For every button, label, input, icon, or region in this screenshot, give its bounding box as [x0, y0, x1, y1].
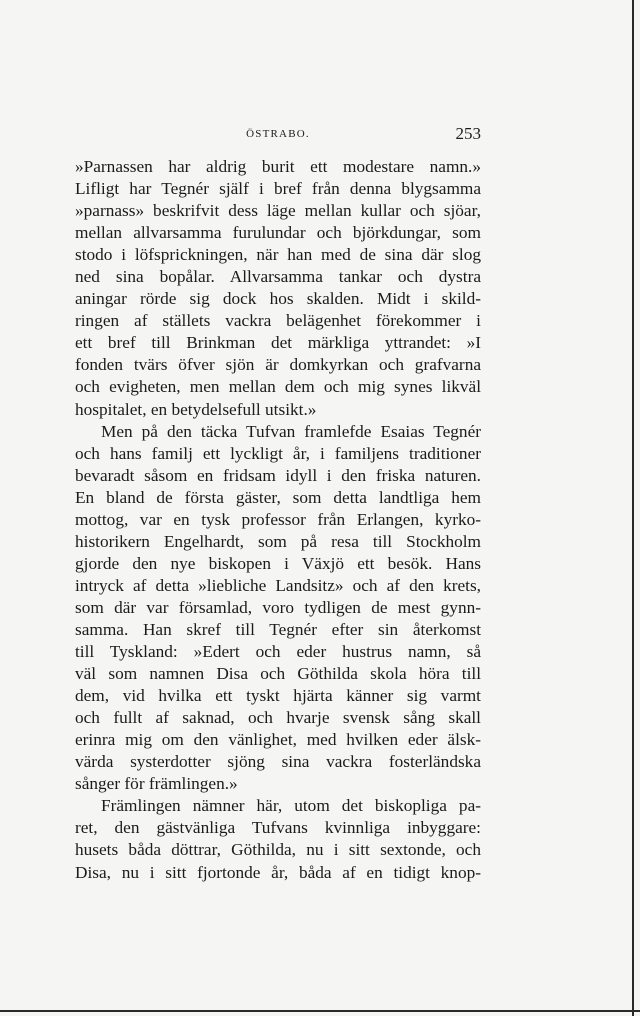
text-line: intryck af detta »liebliche Landsitz» och af den krets,	[75, 575, 481, 595]
text-line: ringen af ställets vackra belägenhet förekommer i	[75, 311, 481, 331]
text-line: »Parnassen har aldrig burit ett modestare namn.»	[75, 157, 481, 176]
text-line: mellan allvarsamma furulundar och björkdungar, som	[75, 223, 481, 243]
running-head: ÖSTRABO.	[246, 128, 310, 140]
text-line: dem, vid hvilka ett tyskt hjärta känner sig varmt	[75, 686, 481, 706]
text-line: som där var församlad, voro tydligen de mest gynn-	[75, 597, 481, 617]
text-line: och hans familj ett lyckligt år, i familjens traditioner	[75, 443, 481, 463]
text-line: ret, den gästvänliga Tufvans kvinnliga inbyggare:	[75, 818, 481, 838]
text-line: Disa, nu i sitt fjortonde år, båda af en tidigt knop-	[75, 862, 481, 882]
text-line: En bland de första gäster, som detta landtliga hem	[75, 487, 481, 507]
page-header	[75, 124, 481, 146]
text-line: ett bref till Brinkman det märkliga yttrandet: »I	[75, 333, 481, 353]
text-line: och fullt af saknad, och hvarje svensk sång skall	[75, 708, 481, 728]
text-line: husets båda döttrar, Göthilda, nu i sitt sextonde, och	[75, 840, 481, 860]
text-line: aningar rörde sig dock hos skalden. Midt i skild-	[75, 289, 481, 309]
body-text	[75, 156, 481, 884]
text-line: Lifligt har Tegnér själf i bref från denna blygsamma	[75, 179, 481, 199]
text-line: fonden tvärs öfver sjön är domkyrkan och grafvarna	[75, 355, 481, 375]
text-line: mottog, var en tysk professor från Erlangen, kyrko-	[75, 509, 481, 529]
text-line: hospitalet, en betydelsefull utsikt.»	[75, 399, 317, 419]
scan-edge-bottom	[0, 1010, 640, 1012]
text-line: erinra mig om den vänlighet, med hvilken eder älsk-	[75, 730, 481, 750]
page-number: 253	[455, 124, 481, 143]
text-line: värda systerdotter sjöng sina vackra fosterländska	[75, 752, 481, 772]
text-line: ned sina bopålar. Allvarsamma tankar och dystra	[75, 267, 481, 287]
text-line: historikern Engelhardt, som på resa till Stockholm	[75, 531, 481, 551]
text-line: bevaradt såsom en fridsam idyll i den friska naturen.	[75, 465, 481, 485]
text-line: gjorde den nye biskopen i Växjö ett besök. Hans	[75, 553, 481, 573]
text-line: sånger för främlingen.»	[75, 774, 238, 794]
text-line: och evigheten, men mellan dem och mig synes likväl	[75, 377, 481, 397]
text-line: till Tyskland: »Edert och eder hustrus namn, så	[75, 642, 481, 662]
scan-edge-right	[632, 0, 634, 1016]
text-line: »parnass» beskrifvit dess läge mellan kullar och sjöar,	[75, 201, 481, 221]
text-line: samma. Han skref till Tegnér efter sin återkomst	[75, 619, 481, 639]
text-line: Men på den täcka Tufvan framlefde Esaias Tegnér	[101, 421, 481, 441]
text-line: stodo i löfsprickningen, när han med de sina där slog	[75, 245, 481, 265]
text-line: väl som namnen Disa och Göthilda skola höra till	[75, 664, 481, 684]
text-line: Främlingen nämner här, utom det biskopliga pa-	[101, 796, 481, 816]
